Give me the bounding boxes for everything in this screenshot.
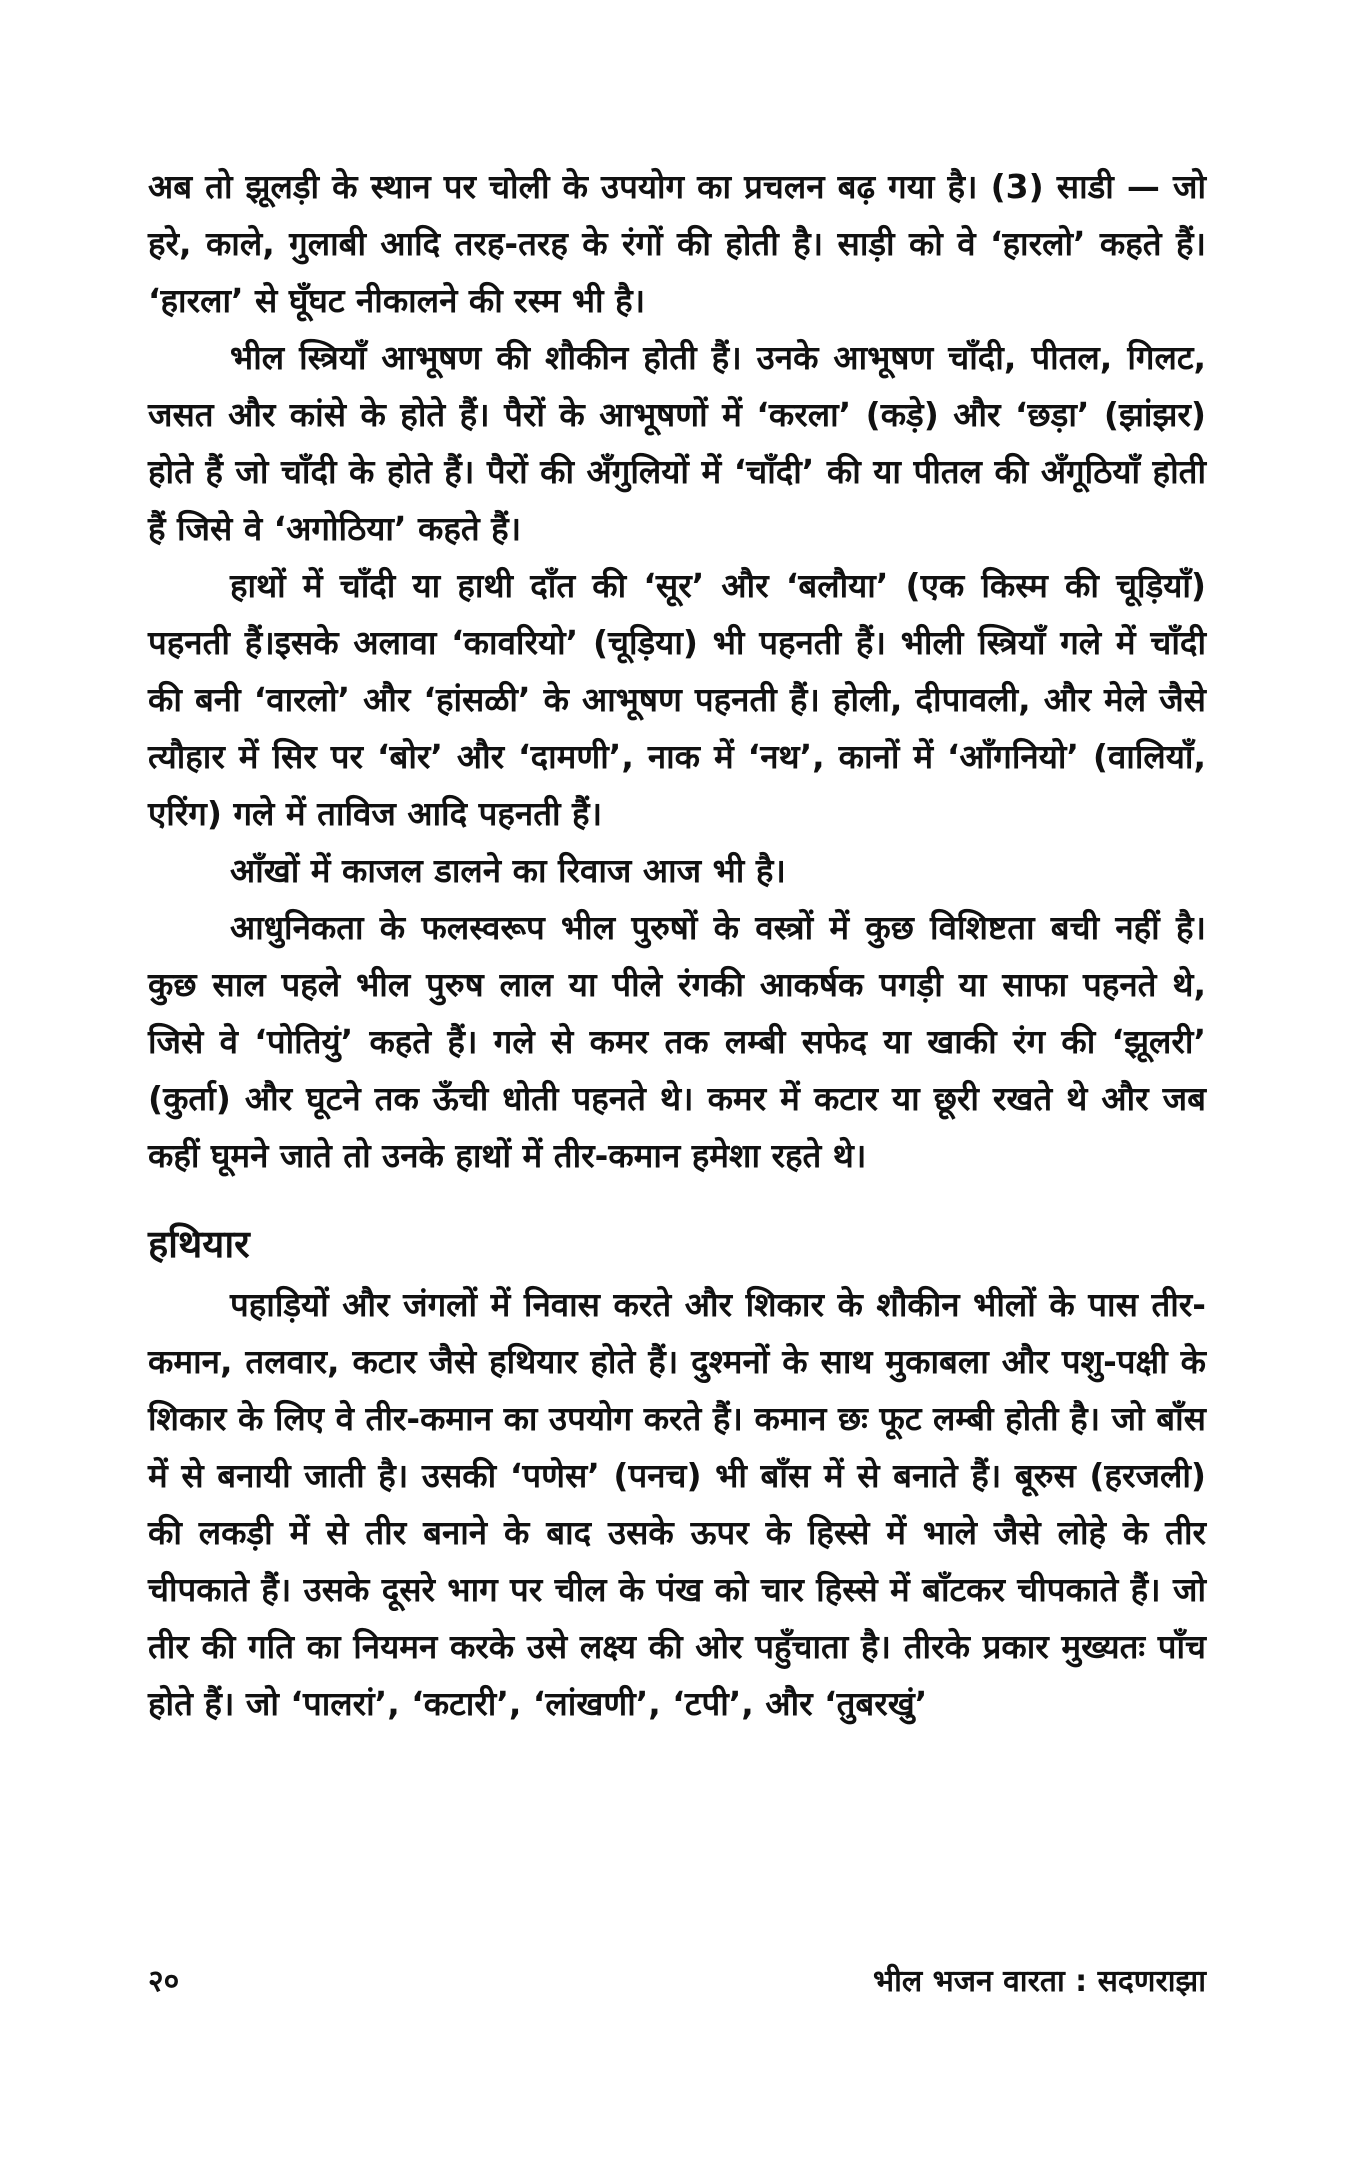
paragraph-clothing-saree: अब तो झूलड़ी के स्थान पर चोली के उपयोग का प्रचलन बढ़ गया है। (3) साडी — जो हरे, काले, गुलाबी आदि तरह-तरह के रंगों की होती है। साड़ी को वे ‘हारलो’ कहते हैं। ‘हारला’ से घूँघट नीकालने की रस्म भी है। [148, 167, 1206, 320]
paragraph-weapons: पहाड़ियों और जंगलों में निवास करते और शिकार के शौकीन भीलों के पास तीर-कमान, तलवार, कटार जैसे हथियार होते हैं। दुश्मनों के साथ मुकाबला और पशु-पक्षी के शिकार के लिए वे तीर-कमान का उपयोग करते हैं। कमान छः फूट लम्बी होती है। जो बाँस में से बनायी जाती है। उसकी ‘पणेस’ (पनच) भी बाँस में से बनाते हैं। बूरुस (हरजली) की लकड़ी में से तीर बनाने के बाद उसके ऊपर के हिस्से में भाले जैसे लोहे के तीर चीपकाते हैं। उसके दूसरे भाग पर चील के पंख को चार हिस्से में बाँटकर चीपकाते हैं। जो तीर की गति का नियमन करके उसे लक्ष्य की ओर पहुँचाता है। तीरके प्रकार मुख्यतः पाँच होते हैं। जो ‘पालरां’, ‘कटारी’, ‘लांखणी’, ‘टपी’, और ‘तुबरखुं’ [148, 1285, 1206, 1723]
paragraph-ornaments-feet: भील स्त्रियाँ आभूषण की शौकीन होती हैं। उनके आभूषण चाँदी, पीतल, गिलट, जसत और कांसे के होते हैं। पैरों के आभूषणों में ‘करला’ (कड़े) और ‘छड़ा’ (झांझर) होते हैं जो चाँदी के होते हैं। पैरों की अँगुलियों में ‘चाँदी’ की या पीतल की अँगूठियाँ होती हैं जिसे वे ‘अगोठिया’ कहते हैं। [148, 338, 1206, 548]
page-footer [148, 1960, 1206, 2004]
running-title: भील भजन वारता : सदणराझा [873, 1964, 1206, 1999]
paragraph-kajal: आँखों में काजल डालने का रिवाज आज भी है। [230, 851, 786, 890]
paragraph-ornaments-hands-neck: हाथों में चाँदी या हाथी दाँत की ‘सूर’ और ‘बलौया’ (एक किस्म की चूड़ियाँ) पहनती हैं।इसके अलावा ‘कावरियो’ (चूड़िया) भी पहनती हैं। भीली स्त्रियाँ गले में चाँदी की बनी ‘वारलो’ और ‘हांसळी’ के आभूषण पहनती हैं। होली, दीपावली, और मेले जैसे त्यौहार में सिर पर ‘बोर’ और ‘दामणी’, नाक में ‘नथ’, कानों में ‘आँगनियो’ (वालियाँ, एरिंग) गले में ताविज आदि पहनती हैं। [148, 566, 1206, 833]
paragraph-mens-clothing: आधुनिकता के फलस्वरूप भील पुरुषों के वस्त्रों में कुछ विशिष्टता बची नहीं है। कुछ साल पहले भील पुरुष लाल या पीले रंगकी आकर्षक पगड़ी या साफा पहनते थे, जिसे वे ‘पोतियुं’ कहते हैं। गले से कमर तक लम्बी सफेद या खाकी रंग की ‘झूलरी’ (कुर्ता) और घूटने तक ऊँची धोती पहनते थे। कमर में कटार या छूरी रखते थे और जब कहीं घूमने जाते तो उनके हाथों में तीर-कमान हमेशा रहते थे। [148, 908, 1206, 1175]
section-heading-weapons: हथियार [148, 1222, 250, 1266]
page-number: २० [148, 1964, 180, 1999]
